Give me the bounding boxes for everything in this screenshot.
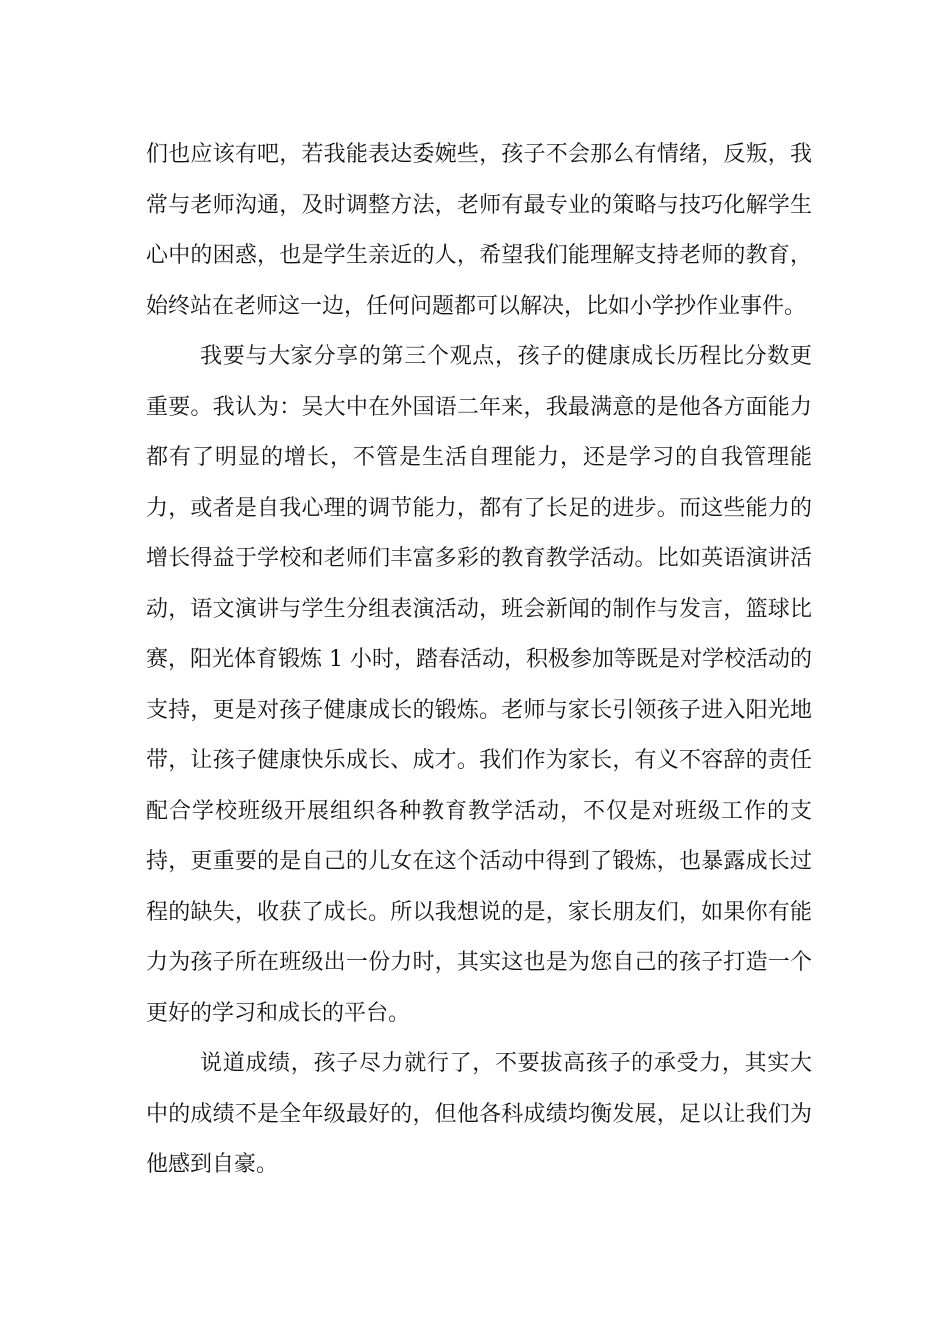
paragraph-3: 说道成绩，孩子尽力就行了，不要拔高孩子的承受力，其实大中的成绩不是全年级最好的，但他各科成绩均衡发展，足以让我们为他感到自豪。 — [146, 1051, 812, 1177]
paragraph-1: 们也应该有吧，若我能表达委婉些，孩子不会那么有情绪，反叛，我常与老师沟通，及时调整方法，老师有最专业的策略与技巧化解学生心中的困惑，也是学生亲近的人，希望我们能理解支持老师的教育，始终站在老师这一边，任何问题都可以解决，比如小学抄作业事件。 — [146, 142, 812, 319]
document-body — [146, 130, 812, 1191]
paragraph-2: 我要与大家分享的第三个观点，孩子的健康成长历程比分数更重要。我认为：吴大中在外国语二年来，我最满意的是他各方面能力都有了明显的增长，不管是生活自理能力，还是学习的自我管理能力，或者是自我心理的调节能力，都有了长足的进步。而这些能力的增长得益于学校和老师们丰富多彩的教育教学活动。比如英语演讲活动，语文演讲与学生分组表演活动，班会新闻的制作与发言，篮球比赛，阳光体育锻炼 1 小时，踏春活动，积极参加等既是对学校活动的支持，更是对孩子健康成长的锻炼。老师与家长引领孩子进入阳光地带，让孩子健康快乐成长、成才。我们作为家长，有义不容辞的责任配合学校班级开展组织各种教育教学活动，不仅是对班级工作的支持，更重要的是自己的儿女在这个活动中得到了锻炼，也暴露成长过程的缺失，收获了成长。所以我想说的是，家长朋友们，如果你有能力为孩子所在班级出一份力时，其实这也是为您自己的孩子打造一个更好的学习和成长的平台。 — [146, 344, 812, 1026]
